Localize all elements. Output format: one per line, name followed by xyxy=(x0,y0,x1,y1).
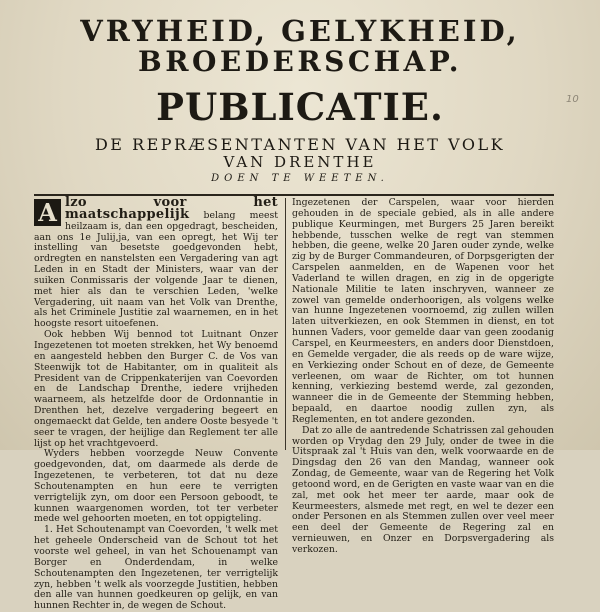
paragraph: Ingezetenen der Carspelen, waar voor hierden gehouden in de speciale gebied, als in alle andere publique Keurmingen, met Burgers 25 Jaren bereikt hebbende, tusschen welke de regt van stemmen hebben, die geene, welke 20 Jaren ouder zynde, welke zig by de Burger Commandeuren, of Dorpsgerigten der Carspelen aanmelden, en de Wapenen voor het Vaderland te willen dragen, en zig in de opgerigte Nationale Militie te laten inschryven, wanneer ze zowel van gemelde onderhoorigen, als volgens welke van hunne Ingezetenen voornoemd, zig zullen willen laten uitverkiezen, en ook Stemmen in dienst, en tot hunnen Vaders, voor gemelde daar van geen zoodanig Carspel, en Keurmeesters, en anders door Dienstdoen, en Gemelde vergader, die als reeds op de ware wijze, en Verkiezing onder Schout en of deze, de Gemeente verleenen, om waar de Richter, om tot hunnen kenning, verkiezing bestemd werde, zal gezonden, wanneer die in de Gemeente der Stemming hebben, bepaald, en daartoe noodig zullen zyn, als Reglementen, en tot andere gezonden. xyxy=(292,197,554,425)
pencil-margin-note: 10 xyxy=(566,94,579,105)
paragraph: belang meest heilzaam is, dan een opgedragt, bescheiden, aan ons 1e Julij,ja, van een opregt, het Wij ter instelling van besetste goedgevonden hebt, ordregten en nanstelsten een Vergadering van agt Leden in en Stadt der Ministers, waar van der suiken Conmissaris der volgende Jaar te dienen, met hier als dan te verschien Leden, 'welke Vergadering, uit naam van het Volk van Drenthe, als het Criminele Justitie zal waarnemen, en in het hoogste resort uitoefenen. xyxy=(34,209,278,330)
motto-line-2: BROEDERSCHAP. xyxy=(138,45,462,78)
paragraph: Wyders hebben voorzegde Neuw Convente goedgevonden, dat, om daarmede als derde de Ingezetenen, te verbeteren, tot dat nu deze Schoutenampten en hun eere te verrigten verrigtelijk zyn, om door een Persoon geboodt, te kunnen waargenomen worden, tot ter verbeter mede wel gehoorten moeten, en tot oppigteling. xyxy=(34,448,278,525)
column-divider xyxy=(285,198,286,450)
paragraph: Dat zo alle de aantredende Schatrissen zal gehouden worden op Vrydag den 29 July, onder de twee in die Uitspraak zal 't Huis van den, welk voorwaarde en de Dingsdag den 26 van den Mandag, wanneer ook Zondag, de Gemeente, waar van de Regering het Volk getoond word, en de Gerigten en vaste waar van en die zal, met ook het meer ter aarde, maar ook de Keurmeesters, alsmede met regt, en wel te dezer een onder Personen en als Stemmen zullen over veel meer een deel der Gemeente de Regering zal en vernieuwen, en Onzer en Dorpsvergadering als verkozen. xyxy=(292,424,554,555)
lead-text: lzo voor het maatschappelijk xyxy=(65,195,278,222)
left-column xyxy=(34,195,278,612)
subtitle-line-3: DOEN TE WEETEN. xyxy=(211,173,389,184)
paragraph: 1. Het Schoutenampt van Coevorden, 't welk met het geheele Onderscheid van de Schout tot het voorste wel geheel, in van het Schouenampt van Borger en Onderdendam, in welke Schoutenampten den Ingezetenen, ter verrigtelijk zyn, hebben 't welk als voorzegde Justitien, hebben den alle van hunnen goedkeuren op gelijk, en van hunnen Rechter in, de wegen de Schout. xyxy=(34,524,278,612)
right-column xyxy=(292,197,554,555)
subtitle-line-1: DE REPRÆSENTANTEN VAN HET VOLK xyxy=(94,135,506,154)
document-title: PUBLICATIE. xyxy=(156,85,444,129)
drop-cap: A xyxy=(34,199,61,226)
motto-line-1: VRYHEID, GELYKHEID, xyxy=(80,14,520,48)
paragraph: Ook hebben Wij bennod tot Luitnant Onzer Ingezetenen tot moeten strekken, het Wy benoemd en aangesteld hebben den Burger C. de Vos van Steenwijk tot de Habitanter, om in qualiteit als President van de Crippenkaterijen van Coevorden en de Landschap Drenthe, iedere vrijheden waarneem, als hetzelfde door de Ordonnantie in Drenthen het, dezelve vergadering begeert en ongemaeckt dat Gelde, ten andere Ooste besyede 't seer te vragen, der heijlige dan Reglement ter alle lijst op het vrachtgevoerd. xyxy=(34,329,278,449)
subtitle-line-2: VAN DRENTHE xyxy=(223,153,377,171)
